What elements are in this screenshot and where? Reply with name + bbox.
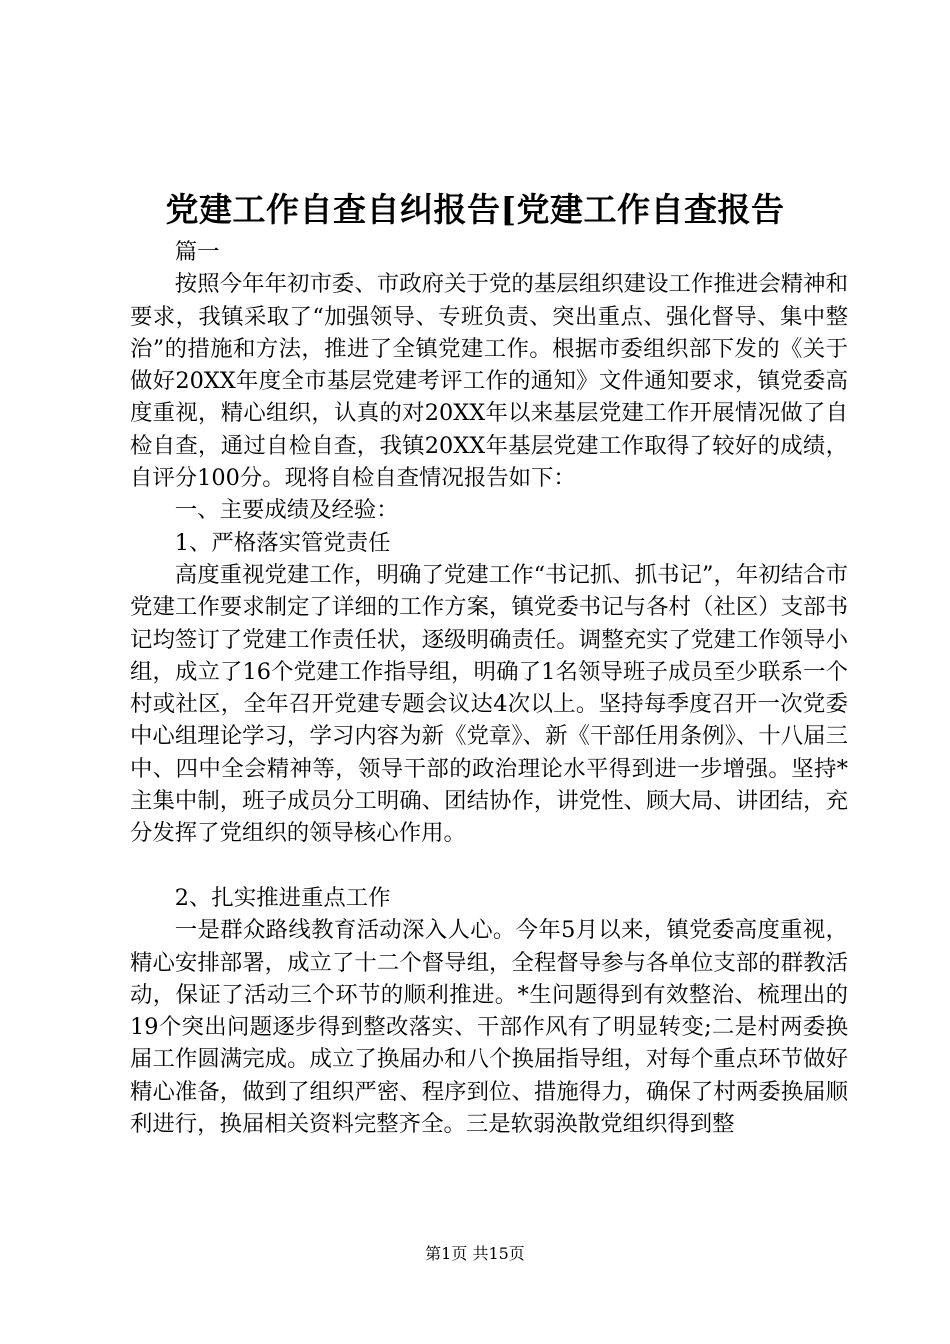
paragraph-spacer xyxy=(130,850,848,882)
body-paragraph: 一是群众路线教育活动深入人心。今年5月以来，镇党委高度重视，精心安排部署，成立了十二个督导组，全程督导参与各单位支部的群教活动，保证了活动三个环节的顺利推进。*生问题得到有效整治、梳理出的19个突出问题逐步得到整改落实、干部作风有了明显转变;二是村两委换届工作圆满完成。成立了换届办和八个换届指导组，对每个重点环节做好精心准备，做到了组织严密、程序到位、措施得力，确保了村两委换届顺利进行，换届相关资料完整齐全。三是软弱涣散党组织得到整 xyxy=(130,917,848,1138)
section-heading: 一、主要成绩及经验： xyxy=(174,497,399,524)
intro-paragraph: 按照今年年初市委、市政府关于党的基层组织建设工作推进会精神和要求，我镇采取了“加强领导、专班负责、突出重点、强化督导、集中整治”的措施和方法，推进了全镇党建工作。根据市委组织部下发的《关于做好20XX年度全市基层党建考评工作的通知》文件通知要求，镇党委高度重视，精心组织，认真的对20XX年以来基层党建工作开展情况做了自检自查，通过自检自查，我镇20XX年基层党建工作取得了较好的成绩，自评分100分。现将自检自查情况报告如下： xyxy=(130,271,848,492)
subsection-heading: 2、扎实推进重点工作 xyxy=(174,884,391,911)
document-title: 党建工作自查自纠报告[党建工作自查报告 xyxy=(165,190,785,229)
page-footer xyxy=(0,1243,950,1265)
page-number: 第1页 共15页 xyxy=(425,1244,525,1263)
body-paragraph: 高度重视党建工作，明确了党建工作“书记抓、抓书记”，年初结合市党建工作要求制定了详细的工作方案，镇党委书记与各村（社区）支部书记均签订了党建工作责任状，逐级明确责任。调整充实了党建工作领导小组，成立了16个党建工作指导组，明确了1名领导班子成员至少联系一个村或社区，全年召开党建专题会议达4次以上。坚持每季度召开一次党委中心组理论学习，学习内容为新《党章》、新《干部任用条例》、十八届三中、四中全会精神等，领导干部的政治理论水平得到进一步增强。坚持*主集中制，班子成员分工明确、团结协作，讲党性、顾大局、讲团结，充分发挥了党组织的领导核心作用。 xyxy=(130,561,848,847)
document-body xyxy=(130,236,848,1140)
subsection-heading: 1、严格落实管党责任 xyxy=(174,529,391,556)
section-label: 篇一 xyxy=(174,239,220,265)
